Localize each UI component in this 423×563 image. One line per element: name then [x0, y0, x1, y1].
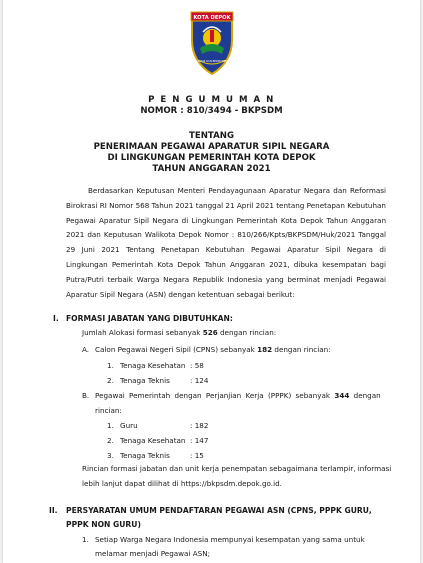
list-item-name: Tenaga Teknis: [120, 376, 170, 385]
logo-top-text: KOTA DEPOK: [193, 15, 231, 21]
list-item-number: 1.: [107, 421, 114, 430]
list-item-value: : 124: [190, 376, 209, 385]
list-item-number: 1.: [107, 361, 114, 370]
list-item-value: : 147: [190, 436, 209, 445]
subject-label: TENTANG: [188, 131, 235, 141]
list-item-name: Tenaga Kesehatan: [120, 436, 186, 445]
allocation-total: Jumlah Alokasi formasi sebanyak 526 dengan rincian:: [82, 328, 277, 337]
list-item-name: Tenaga Teknis: [120, 451, 170, 460]
pppk-line-2: rincian:: [95, 406, 122, 415]
intro-paragraph: Berdasarkan Keputusan Menteri Pendayagunaan Aparatur Negara dan Reformasi Birokrasi RI Nomor 568 Tahun 2021 tanggal 21 April 2021 tentang Penetapan Kebutuhan Pegawai Aparatur Sipil Negara di Lingkungan Pemerintah Kota Depok Tahun Anggaran 2021 dan Keputusan Walikota Depok Nomor : 810/266/Kpts/BKPSDM/Huk/2021 Tanggal 29 Juni 2021 Tentang Penetapan Kebutuhan Pegawai Aparatur Sipil Negara di Lingkungan Pemerintah Kota Depok Tahun Anggaran 2021, dibuka kesempatan bagi Putra/Putri terbaik Warga Negara Republik Indonesia yang berminat menjadi Pegawai Aparatur Sipil Negara (ASN) dengan ketentuan sebagai berikut:: [66, 186, 386, 299]
list-item-number: 2.: [107, 376, 114, 385]
formation-note: Rincian formasi jabatan dan unit kerja penempatan sebagaimana terlampir, informasi: [82, 464, 392, 473]
list-item-value: : 15: [190, 451, 204, 460]
document-page: [3, 0, 420, 563]
requirement-line: melamar menjadi Pegawai ASN;: [95, 549, 211, 558]
list-item-name: Guru: [120, 421, 138, 430]
list-item-value: : 58: [190, 361, 204, 370]
pppk-line: Pegawai Pemerintah dengan Perjanjian Kerja (PPPK) sebanyak 344 dengan: [95, 391, 381, 400]
logo-bottom-text: MELAYANI DAN BERMARTABAT: [192, 60, 232, 63]
list-item-value: : 182: [190, 421, 209, 430]
subject-line: PENERIMAAN PEGAWAI APARATUR SIPIL NEGARA: [93, 142, 330, 152]
formation-note: lebih lanjut dapat dilihat di https://bkpsdm.depok.go.id.: [82, 479, 282, 488]
list-item-number: 1.: [82, 535, 89, 544]
section-2-title: PERSYARATAN UMUM PENDAFTARAN PEGAWAI ASN (CPNS, PPPK GURU,: [66, 506, 372, 515]
cpns-line: Calon Pegawai Negeri Sipil (CPNS) sebanyak 182 dengan rincian:: [95, 345, 331, 354]
requirement-line: Setiap Warga Negara Indonesia mempunyai kesempatan yang sama untuk: [95, 535, 365, 544]
section-1-title: FORMASI JABATAN YANG DIBUTUHKAN:: [66, 314, 233, 323]
doc-number: NOMOR : 810/3494 - BKPSDM: [140, 106, 283, 116]
pppk-letter: B.: [82, 391, 90, 400]
list-item-name: Tenaga Kesehatan: [120, 361, 186, 370]
section-2-number: II.: [49, 506, 58, 515]
subject-line: DI LINGKUNGAN PEMERINTAH KOTA DEPOK: [107, 153, 316, 163]
list-item-number: 2.: [107, 436, 114, 445]
section-2-title: PPPK NON GURU): [66, 520, 141, 529]
subject-line: TAHUN ANGGARAN 2021: [152, 164, 271, 174]
kota-depok-logo: [188, 10, 236, 80]
cpns-letter: A.: [82, 345, 90, 354]
list-item-number: 3.: [107, 451, 114, 460]
doc-title: P E N G U M U M A N: [148, 95, 275, 105]
section-1-number: I.: [53, 314, 59, 323]
